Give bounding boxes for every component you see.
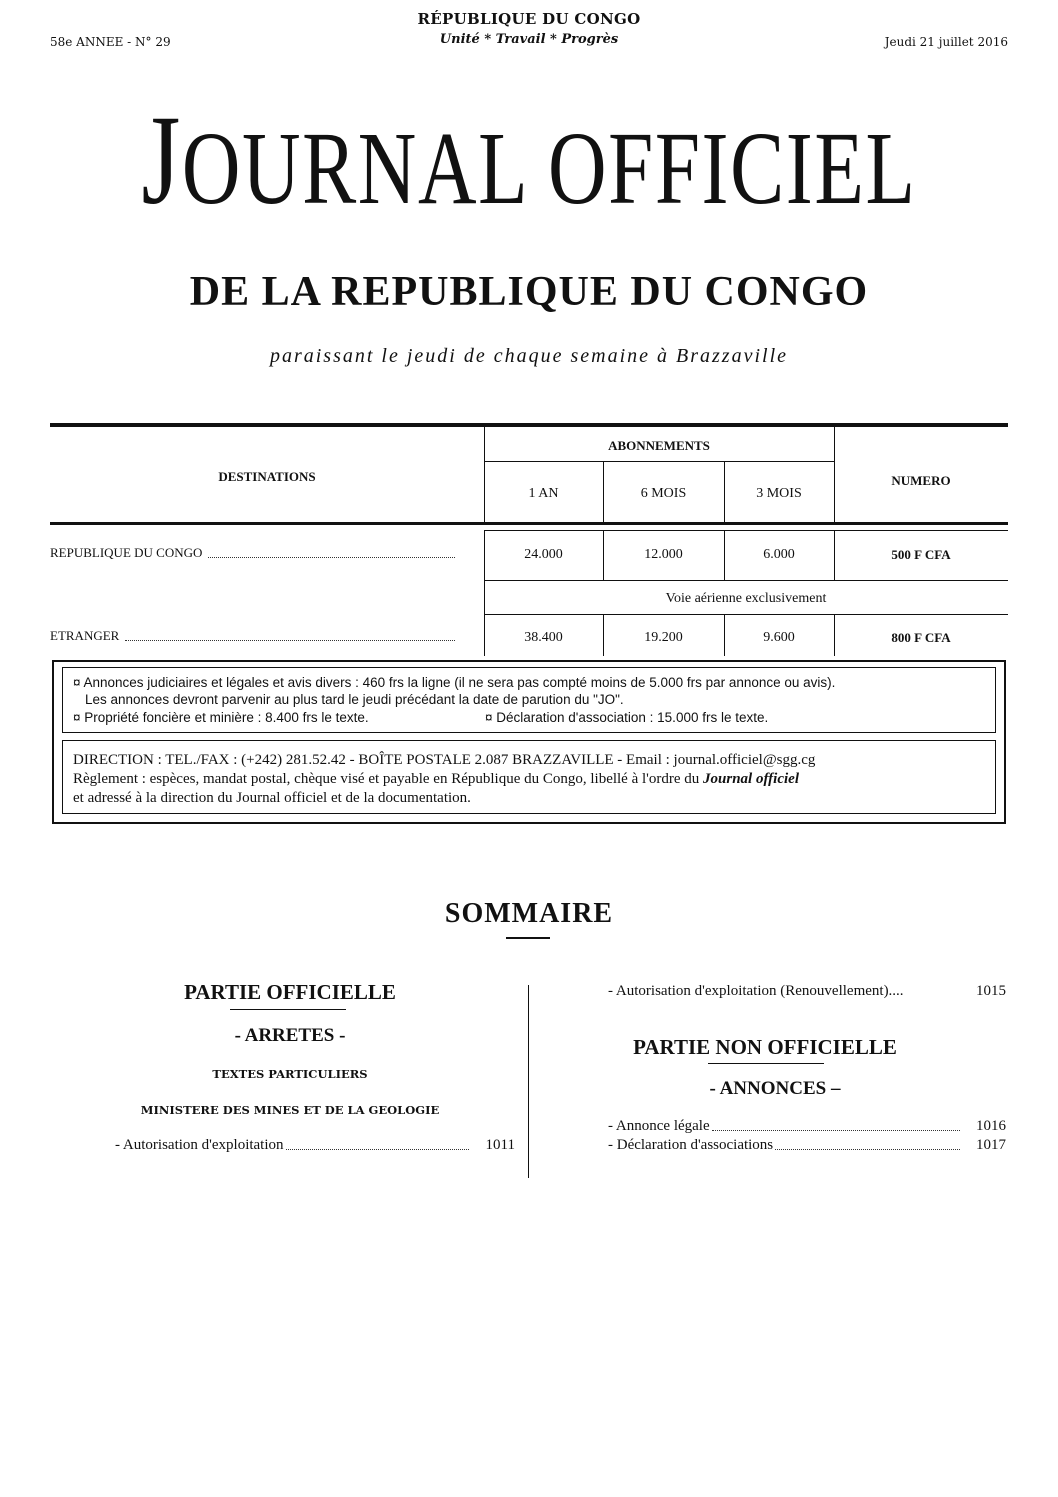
direction-line: DIRECTION : TEL./FAX : (+242) 281.52.42 - BOÎTE POSTALE 2.087 BRAZZAVILLE - Email : journal.officiel@sgg.cg xyxy=(73,752,816,768)
masthead-rest: OURNAL OFFICIEL xyxy=(181,111,917,226)
direction-box xyxy=(62,740,996,814)
table-hline xyxy=(484,580,1008,581)
direction-line: et adressé à la direction du Journal officiel et de la documentation. xyxy=(73,790,471,806)
period-6mois: 6 MOIS xyxy=(640,486,687,501)
table-hline xyxy=(484,530,1008,531)
payment-text: Règlement : espèces, mandat postal, chèque visé et payable en République du Congo, libellé à l'ordre du xyxy=(73,771,704,787)
masthead-initial: J xyxy=(141,89,182,231)
journal-name-emph: Journal officiel xyxy=(703,771,799,787)
destination-label: REPUBLIQUE DU CONGO xyxy=(50,545,203,560)
header-republic: RÉPUBLIQUE DU CONGO xyxy=(417,10,641,28)
textes-particuliers: TEXTES PARTICULIERS xyxy=(212,1067,368,1081)
toc-entry-label: - Autorisation d'exploitation xyxy=(115,1137,284,1153)
toc-entry-label: - Annonce légale xyxy=(608,1118,710,1134)
column-divider xyxy=(528,985,529,1178)
section-underline xyxy=(230,1009,346,1010)
toc-entry-page: 1011 xyxy=(485,1137,515,1153)
table-hline xyxy=(484,614,1008,615)
header-motto: Unité * Travail * Progrès xyxy=(439,32,619,47)
note-line: Les annonces devront parvenir au plus tard le jeudi précédant la date de parution du "JO". xyxy=(85,692,624,707)
toc-entry[interactable] xyxy=(608,983,1006,1000)
issue-number: 58e ANNEE - N° 29 xyxy=(50,35,171,49)
section-officielle: PARTIE OFFICIELLE xyxy=(184,980,396,1004)
destination-label: ETRANGER xyxy=(50,628,120,643)
ministry-heading: MINISTERE DES MINES ET DE LA GEOLOGIE xyxy=(140,1103,440,1117)
sommaire-title: SOMMAIRE xyxy=(444,898,614,929)
destinations-header: DESTINATIONS xyxy=(218,469,316,484)
annonces-heading: - ANNONCES – xyxy=(709,1078,841,1099)
journal-masthead xyxy=(116,89,941,231)
toc-entry-label: - Déclaration d'associations xyxy=(608,1137,774,1153)
masthead-tagline: paraissant le jeudi de chaque semaine à Brazzaville xyxy=(269,345,789,367)
toc-entry-page: 1015 xyxy=(976,983,1006,999)
price-cell: 6.000 xyxy=(763,547,795,562)
period-1an: 1 AN xyxy=(528,486,559,501)
direction-line xyxy=(73,770,799,788)
note-line: ¤ Annonces judiciaires et légales et avis divers : 460 frs la ligne (il ne sera pas compté moins de 5.000 frs par annonce ou avis). xyxy=(73,675,836,690)
notes-box xyxy=(62,667,996,733)
table-top-rule xyxy=(50,423,1008,427)
abonnements-header: ABONNEMENTS xyxy=(608,438,710,453)
price-cell: 9.600 xyxy=(763,630,795,645)
note-line: ¤ Propriété foncière et minière : 8.400 frs le texte. xyxy=(73,710,369,725)
toc-entry[interactable] xyxy=(115,1137,515,1154)
note-line: ¤ Déclaration d'association : 15.000 frs le texte. xyxy=(485,710,769,725)
section-underline xyxy=(708,1063,824,1064)
toc-entry-page: 1016 xyxy=(976,1118,1006,1134)
price-cell: 12.000 xyxy=(644,547,683,562)
table-hline xyxy=(484,461,834,462)
toc-entry-page: 1017 xyxy=(976,1137,1006,1153)
price-cell: 19.200 xyxy=(644,630,683,645)
price-cell: 38.400 xyxy=(524,630,563,645)
sommaire-underline xyxy=(506,937,550,939)
period-3mois: 3 MOIS xyxy=(756,486,802,501)
toc-entry-label: - Autorisation d'exploitation (Renouvellement).... xyxy=(608,983,904,999)
toc-entry[interactable] xyxy=(608,1118,1006,1135)
table-row-etranger xyxy=(50,628,455,644)
toc-entry[interactable] xyxy=(608,1137,1006,1154)
price-cell: 24.000 xyxy=(524,547,563,562)
numero-header: NUMERO xyxy=(891,473,951,488)
table-header-rule xyxy=(50,522,1008,525)
air-mail-note: Voie aérienne exclusivement xyxy=(665,591,827,606)
arretes-heading: - ARRETES - xyxy=(234,1025,346,1046)
numero-price: 800 F CFA xyxy=(891,630,951,645)
section-non-officielle: PARTIE NON OFFICIELLE xyxy=(633,1035,897,1059)
table-row-congo xyxy=(50,545,455,561)
numero-price: 500 F CFA xyxy=(891,547,951,562)
issue-date: Jeudi 21 juillet 2016 xyxy=(884,35,1008,49)
masthead-subtitle: DE LA REPUBLIQUE DU CONGO xyxy=(189,269,869,315)
